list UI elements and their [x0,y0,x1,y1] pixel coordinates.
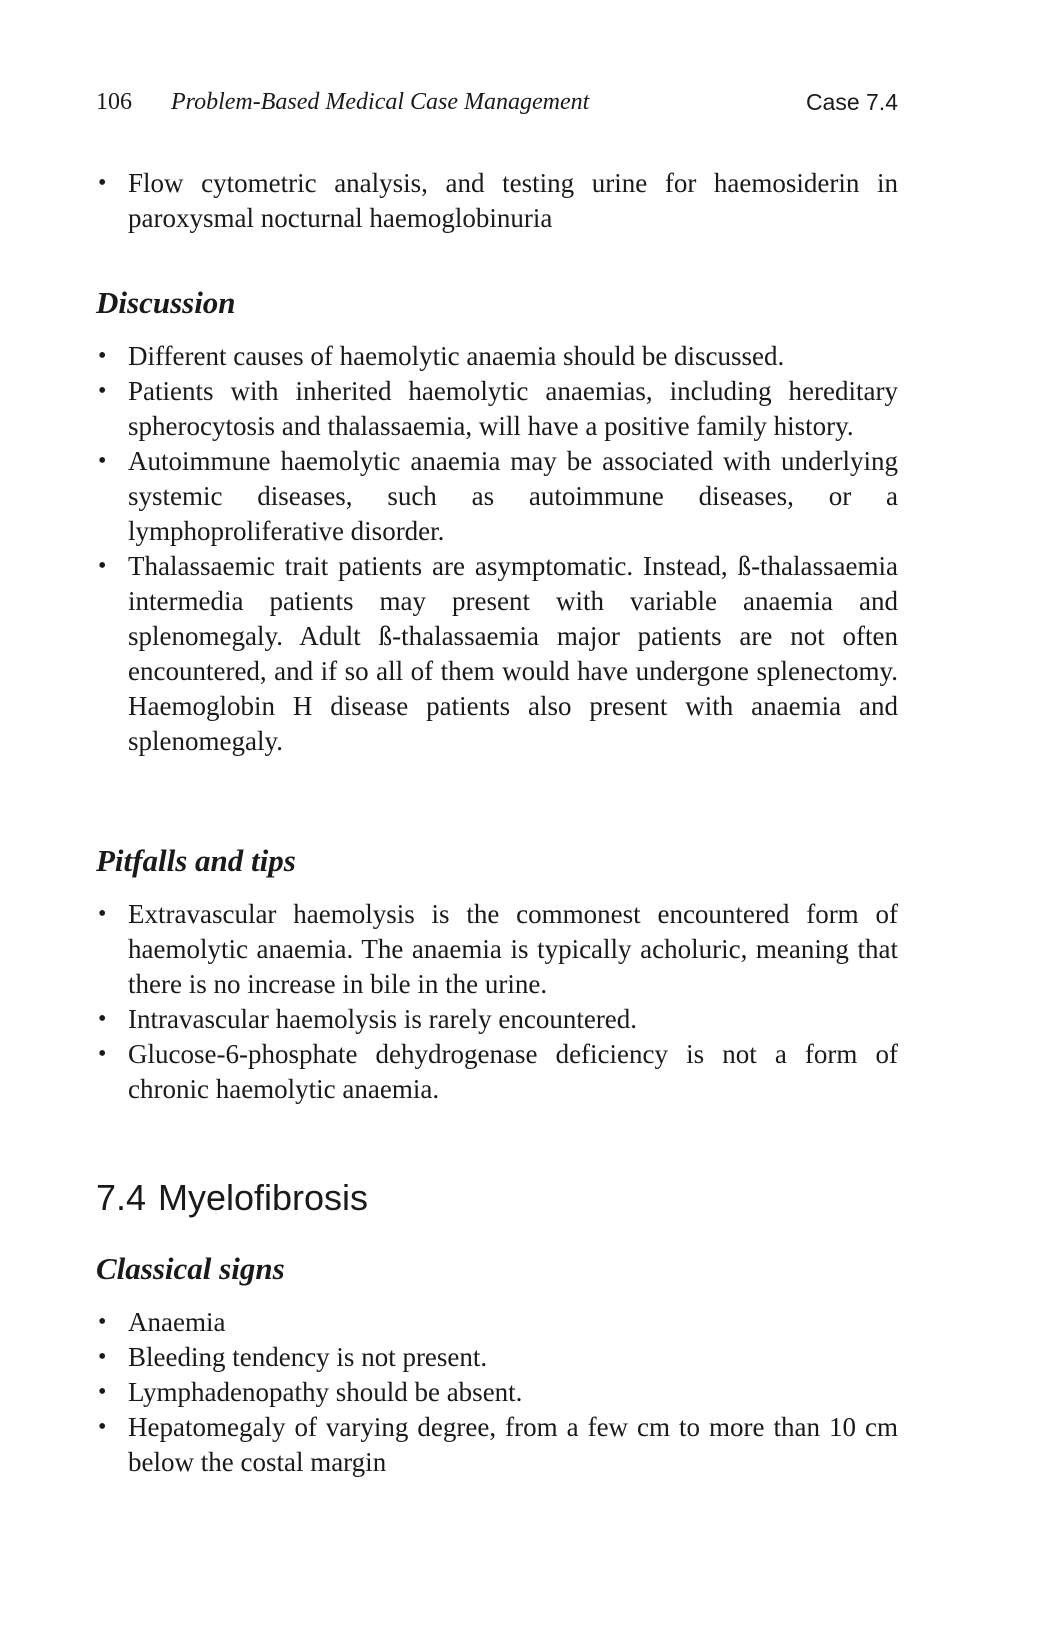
list-item: • Anaemia [96,1305,898,1340]
intro-list [96,166,898,236]
list-item: • Autoimmune haemolytic anaemia may be associated with underlying systemic diseases, such as autoimmune diseases, or a lymphoproliferative disorder. [96,444,898,549]
list-item: • Different causes of haemolytic anaemia should be discussed. [96,339,898,374]
list-item: • Glucose-6-phosphate dehydrogenase deficiency is not a form of chronic haemolytic anaemia. [96,1037,898,1107]
discussion-list [96,339,898,759]
list-item: • Intravascular haemolysis is rarely encountered. [96,1002,898,1037]
section-heading-discussion: Discussion [96,285,236,320]
classical-signs-section [96,1250,898,1480]
chapter-heading-block [96,1176,898,1220]
chapter-heading [96,1176,898,1220]
intro-block [96,166,898,236]
section-heading-classical-signs: Classical signs [96,1251,285,1286]
list-item: • Lymphadenopathy should be absent. [96,1375,898,1410]
list-item: • Hepatomegaly of varying degree, from a few cm to more than 10 cm below the costal margin [96,1410,898,1480]
list-item: • Extravascular haemolysis is the commonest encountered form of haemolytic anaemia. The anaemia is typically acholuric, meaning that there is no increase in bile in the urine. [96,897,898,1002]
chapter-number: 7.4 [96,1177,147,1218]
pitfalls-section [96,842,898,1107]
list-item: • Flow cytometric analysis, and testing urine for haemosiderin in paroxysmal nocturnal haemoglobinuria [96,166,898,236]
chapter-title: Myelofibrosis [158,1177,369,1218]
list-item: • Patients with inherited haemolytic anaemias, including hereditary spherocytosis and thalassaemia, will have a positive family history. [96,374,898,444]
classical-signs-list [96,1305,898,1480]
discussion-section [96,284,898,759]
list-item: • Bleeding tendency is not present. [96,1340,898,1375]
case-label: Case 7.4 [805,89,898,115]
page-number: 106 [96,89,132,115]
list-item: • Thalassaemic trait patients are asymptomatic. Instead, ß-thalassaemia intermedia patients may present with variable anaemia and splenomegaly. Adult ß-thalassaemia major patients are not often encountered, and if so all of them would have undergone splenectomy. Haemoglobin H disease patients also present with anaemia and splenomegaly. [96,549,898,759]
book-title: Problem-Based Medical Case Management [171,89,590,115]
section-heading-pitfalls: Pitfalls and tips [96,843,296,878]
pitfalls-list [96,897,898,1107]
